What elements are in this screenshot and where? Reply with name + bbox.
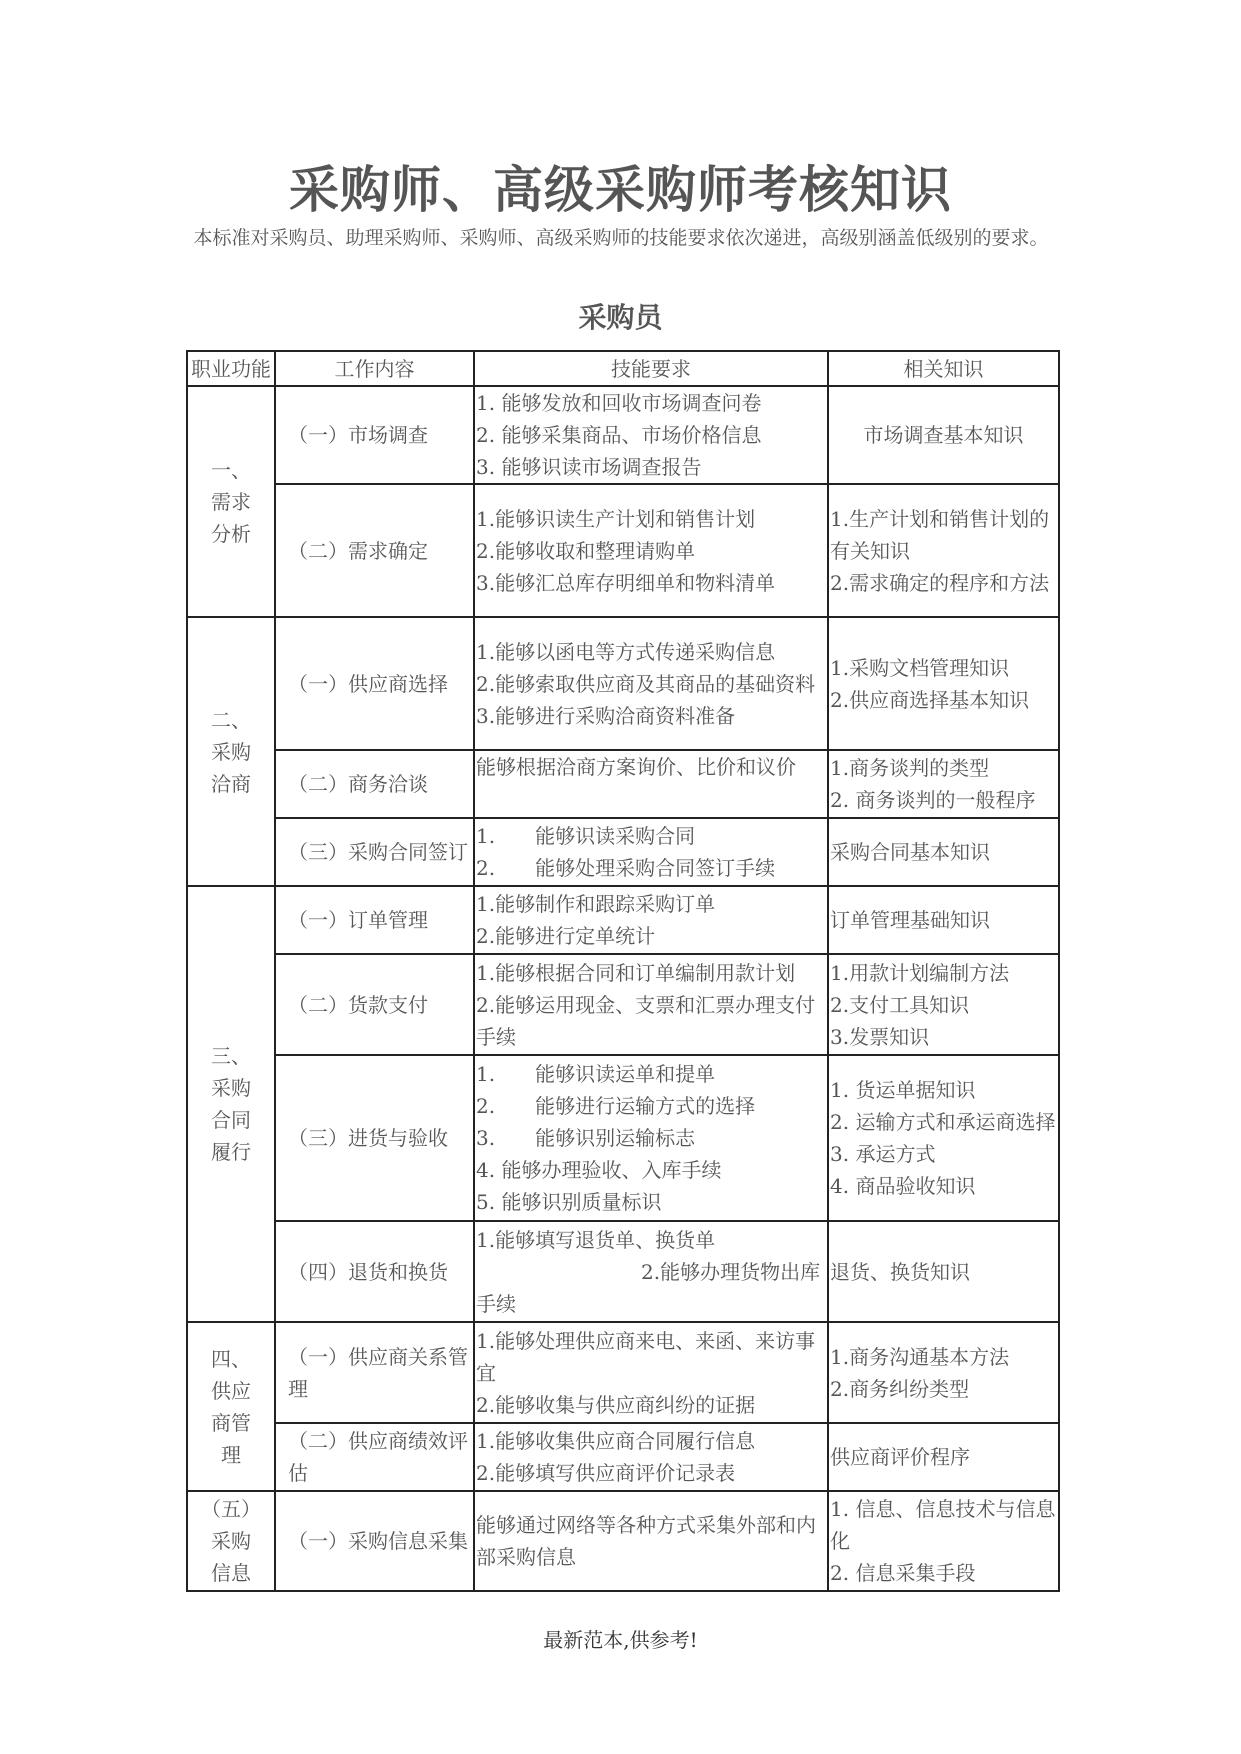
knowledge-item: 1.用款计划编制方法 [830,960,1010,985]
skill-item: 3.能够汇总库存明细单和物料清单 [476,570,776,595]
function-line: 采购 [211,1529,251,1553]
skill-item: 3. 能够识读市场调查报告 [476,455,702,479]
knowledge-item: 供应商评价程序 [830,1445,970,1469]
skills-cell [474,818,828,886]
work-text: （一）供应商关系管理 [288,1344,468,1401]
skill-item: 1.能够收集供应商合同履行信息 [476,1429,756,1453]
knowledge-item: 1.采购文档管理知识 [830,655,1010,680]
function-line: 供应 [211,1378,251,1403]
skill-item [476,1090,826,1122]
function-line: 分析 [211,521,251,546]
knowledge-item: 3.发票知识 [830,1024,930,1049]
knowledge-cell [828,1423,1059,1491]
skill-item: 2.能够索取供应商及其商品的基础资料 [476,671,816,696]
work-cell [275,1423,474,1491]
work-text: （一）市场调查 [288,423,428,447]
function-cell [187,1322,275,1491]
skill-item [476,1058,826,1090]
function-line: 四、 [211,1346,251,1371]
skills-cell [474,1423,828,1491]
section-title: 采购员 [578,301,663,334]
work-text: （一）供应商选择 [288,671,448,696]
function-cell [187,886,275,1322]
table-row [187,484,1059,617]
header-skills: 技能要求 [474,351,828,386]
function-line: 理 [221,1442,241,1467]
table-row [187,954,1059,1055]
work-text: （二）供应商绩效评估 [288,1429,468,1485]
table-row [187,1055,1059,1221]
work-text: （三）采购合同签订 [288,840,468,864]
header-knowledge: 相关知识 [828,351,1059,386]
function-line: 履行 [211,1140,251,1164]
knowledge-cell [828,818,1059,886]
skill-item: 2.能够办理货物出库 [641,1259,821,1284]
skills-cell [474,1322,828,1423]
skill-item: 2.能够进行定单统计 [476,924,656,948]
knowledge-item: 2. 信息采集手段 [830,1561,976,1585]
page-footer: 最新范本,供参考! [543,1628,698,1652]
function-cell [187,386,275,617]
skill-item: 1.能够制作和跟踪采购订单 [476,892,716,916]
function-line: 采购 [211,739,251,764]
work-cell [275,750,474,818]
function-line: 三、 [211,1044,251,1068]
work-cell [275,886,474,954]
function-line: 二、 [211,707,251,732]
skill-item: 3.能够进行采购洽商资料准备 [476,703,736,728]
skill-item: 能够通过网络等各种方式采集外部和内部采购信息 [476,1513,816,1569]
knowledge-item: 3. 承运方式 [830,1142,936,1166]
table-row [187,818,1059,886]
skill-item: 2. 能够采集商品、市场价格信息 [476,423,762,447]
skill-item: 手续 [476,1291,516,1316]
intro-paragraph: 本标准对采购员、助理采购师、采购师、高级采购师的技能要求依次递进，高级别涵盖低级别的要求。 [193,227,1049,249]
knowledge-item: 2.供应商选择基本知识 [830,687,1030,712]
skill-number: 1. [476,824,496,848]
skill-item: 5. 能够识别质量标识 [476,1190,662,1214]
table-row [187,1423,1059,1491]
work-cell [275,1491,474,1591]
work-cell [275,1221,474,1322]
table-row [187,386,1059,484]
skill-number: 2. [476,1094,496,1118]
knowledge-item: 1.生产计划和销售计划的有关知识 [830,506,1050,563]
function-line: 洽商 [211,771,251,796]
work-cell [275,954,474,1055]
function-line: （五） [201,1497,261,1521]
skills-cell [474,1491,828,1591]
table-row [187,617,1059,750]
knowledge-item: 市场调查基本知识 [863,423,1024,447]
work-text: （二）需求确定 [288,538,428,563]
page-title: 采购师、高级采购师考核知识 [289,160,952,219]
skill-item: 1.能够根据合同和订单编制用款计划 [476,960,796,985]
skills-cell [474,1055,828,1221]
skill-item: 1.能够以函电等方式传递采购信息 [476,639,776,664]
work-cell [275,818,474,886]
knowledge-item: 2.商务纠纷类型 [830,1376,970,1401]
function-line: 需求 [211,489,251,514]
knowledge-cell [828,750,1059,818]
function-line: 采购 [211,1076,251,1100]
work-cell [275,1055,474,1221]
skill-item: 2.能够运用现金、支票和汇票办理支付手续 [476,992,816,1049]
skill-number: 2. [476,856,496,880]
knowledge-cell [828,484,1059,617]
function-line: 商管 [211,1410,251,1435]
skill-item: 1.能够填写退货单、换货单 [476,1227,716,1252]
header-function: 职业功能 [187,351,275,386]
skills-cell [474,750,828,818]
skill-item [476,820,826,852]
function-line: 信息 [211,1561,251,1585]
skill-item: 2.能够填写供应商评价记录表 [476,1461,736,1485]
knowledge-item: 1.商务沟通基本方法 [830,1344,1010,1369]
work-cell [275,386,474,484]
work-text: （二）货款支付 [288,992,428,1017]
work-text: （一）采购信息采集 [288,1529,468,1553]
function-cell [187,617,275,886]
skill-item: 2.能够收取和整理请购单 [476,538,696,563]
function-line: 一、 [211,457,251,482]
knowledge-cell [828,1221,1059,1322]
skills-table [186,350,1060,1592]
work-cell [275,484,474,617]
knowledge-item: 2.需求确定的程序和方法 [830,570,1050,595]
function-cell [187,1491,275,1591]
skills-cell [474,484,828,617]
table-row [187,1491,1059,1591]
skill-item: 1.能够处理供应商来电、来函、来访事宜 [476,1328,816,1385]
skills-cell [474,954,828,1055]
skill-number: 3. [476,1126,496,1150]
skill-number: 1. [476,1062,496,1086]
knowledge-item: 1. 货运单据知识 [830,1078,976,1102]
table-row [187,1322,1059,1423]
knowledge-cell [828,1322,1059,1423]
skill-item: 能够根据洽商方案询价、比价和议价 [476,755,796,779]
knowledge-cell [828,1055,1059,1221]
skill-item: 1.能够识读生产计划和销售计划 [476,506,756,531]
skill-text: 能够识读采购合同 [535,824,696,848]
skills-cell [474,1221,828,1322]
knowledge-item: 4. 商品验收知识 [830,1174,976,1198]
skill-text: 能够识读运单和提单 [535,1062,716,1086]
skills-cell [474,386,828,484]
work-text: （四）退货和换货 [288,1259,448,1284]
table-header-row [187,351,1059,386]
table-row [187,886,1059,954]
work-cell [275,617,474,750]
work-text: （三）进货与验收 [288,1126,448,1150]
knowledge-item: 退货、换货知识 [830,1259,970,1284]
knowledge-item: 订单管理基础知识 [830,908,990,932]
skill-item [476,1122,826,1154]
knowledge-cell [828,954,1059,1055]
knowledge-cell [828,617,1059,750]
knowledge-item: 采购合同基本知识 [830,840,990,864]
work-text: （一）订单管理 [288,908,428,932]
knowledge-item: 1.商务谈判的类型 [830,756,990,780]
knowledge-item: 2.支付工具知识 [830,992,970,1017]
skill-item [476,852,826,884]
table-row [187,1221,1059,1322]
skills-cell [474,617,828,750]
knowledge-item: 2. 商务谈判的一般程序 [830,788,1036,812]
skill-text: 能够进行运输方式的选择 [535,1094,756,1118]
work-cell [275,1322,474,1423]
skill-item: 1. 能够发放和回收市场调查问卷 [476,391,762,415]
header-work: 工作内容 [275,351,474,386]
knowledge-cell [828,386,1059,484]
skill-item: 2.能够收集与供应商纠纷的证据 [476,1392,756,1417]
knowledge-cell [828,886,1059,954]
knowledge-item: 2. 运输方式和承运商选择 [830,1110,1056,1134]
table-row [187,750,1059,818]
function-line: 合同 [211,1108,251,1132]
skill-text: 能够识别运输标志 [535,1126,696,1150]
knowledge-cell [828,1491,1059,1591]
skill-item: 4. 能够办理验收、入库手续 [476,1158,722,1182]
knowledge-item: 1. 信息、信息技术与信息化 [830,1497,1056,1553]
skills-cell [474,886,828,954]
work-text: （二）商务洽谈 [288,772,428,796]
skill-text: 能够处理采购合同签订手续 [535,856,776,880]
